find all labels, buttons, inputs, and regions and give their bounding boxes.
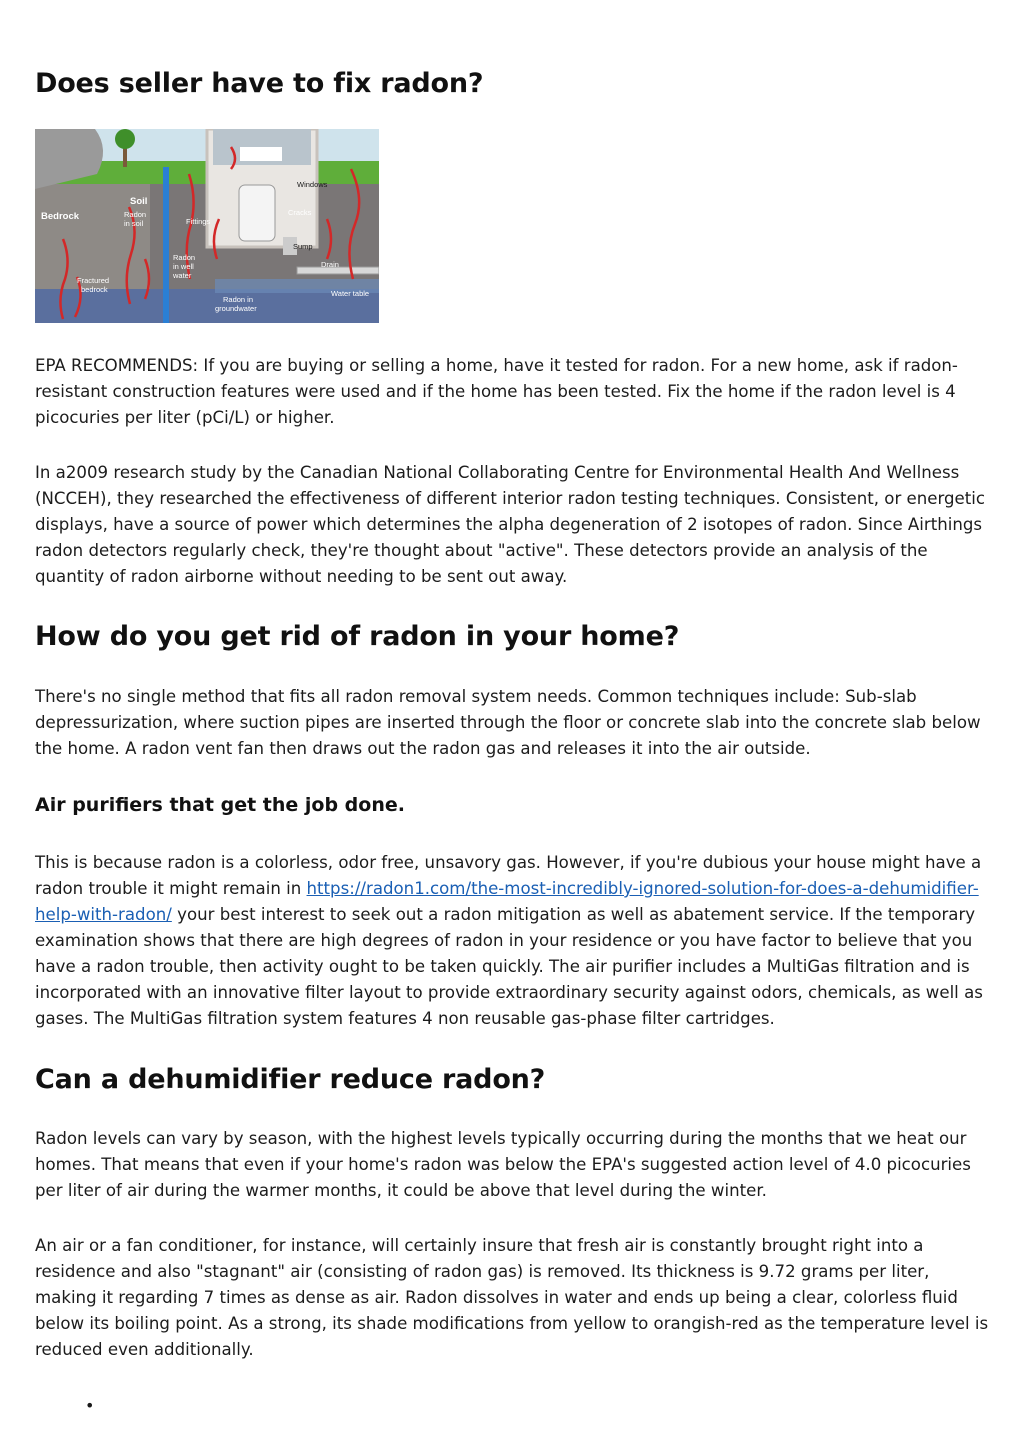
paragraph-removal: There's no single method that fits all radon removal system needs. Common techniques include: Sub-slab depressurization, where suction pipes are inserted through the floor or concrete slab into the concrete slab below the home. A radon vent fan then draws out the radon gas and releases it into the air outside. [35, 687, 981, 758]
label-groundwater-2: groundwater [215, 304, 257, 313]
paragraph-epa: EPA RECOMMENDS: If you are buying or selling a home, have it tested for radon. For a new home, ask if radon-resistant construction features were used and if the home has been tested. Fix the home if the radon level is 4 picocuries per liter (pCi/L) or higher. [35, 356, 958, 427]
groundwater-layer [35, 289, 379, 323]
label-bedrock: Bedrock [41, 211, 80, 222]
heading-dehumidifier: Can a dehumidifier reduce radon? [35, 1064, 546, 1095]
heading-get-rid-radon: How do you get rid of radon in your home? [35, 621, 680, 652]
bathtub [240, 147, 282, 161]
heading-air-purifiers: Air purifiers that get the job done. [35, 794, 405, 816]
label-cracks: Cracks [288, 208, 312, 217]
label-soil: Soil [130, 196, 148, 207]
label-radon-soil-1: Radon [124, 210, 147, 219]
page-title: Does seller have to fix radon? [35, 68, 484, 99]
label-fractured-1: Fractured [77, 276, 110, 285]
radon-entry-diagram [35, 129, 379, 323]
label-radon-well-2: in well [173, 262, 194, 271]
label-groundwater-1: Radon in [223, 295, 254, 304]
text-after-link: your best interest to seek out a radon mitigation as well as abatement service. If the temporary examination shows that there are high degrees of radon in your residence or you have factor to believe that you have a radon trouble, then activity ought to be taken quickly. The air purifier includes a MultiGas filtration and is incorporated with an innovative filter layout to provide extraordinary security against odors, chemicals, as well as gases. The MultiGas filtration system features 4 non reusable gas-phase filter cartridges. [35, 905, 983, 1028]
label-fittings: Fittings [186, 217, 211, 226]
label-fractured-2: bedrock [81, 285, 108, 294]
tree-crown [115, 129, 135, 149]
paragraph-study: In a2009 research study by the Canadian National Collaborating Centre for Environmental Health And Wellness (NCCEH), they researched the effectiveness of different interior radon testing techniques. Consistent, or energetic displays, have a source of power which determines the alpha degeneration of 2 isotopes of radon. Since Airthings radon detectors regularly check, they're thought about "active". These detectors provide an analysis of the quantity of radon airborne without needing to be sent out away. [35, 463, 985, 586]
paragraph-purifier [35, 850, 990, 1032]
list-bullet: • [85, 1396, 95, 1415]
text-before-link: This is because radon is a colorless, odor free, unsavory gas. However, if you're dubious your house might have a radon trouble it might remain in [35, 853, 982, 898]
radon1-link[interactable]: https://radon1.com/the-most-incredibly-ignored-solution-for-does-a-dehumidifier-help-with-radon/ [35, 879, 979, 924]
label-radon-soil-2: in soil [124, 219, 144, 228]
label-radon-well-1: Radon [173, 253, 196, 262]
well-pipe [163, 167, 169, 323]
water-heater [239, 185, 275, 241]
paragraph-season: Radon levels can vary by season, with the highest levels typically occurring during the months that we heat our homes. That means that even if your home's radon was below the EPA's suggested action level of 4.0 picocuries per liter of air during the warmer months, it could be above that level during the winter. [35, 1129, 971, 1200]
paragraph-air-conditioner: An air or a fan conditioner, for instance, will certainly insure that fresh air is constantly brought right into a residence and also "stagnant" air (consisting of radon gas) is removed. Its thickness is 9.72 grams per liter, making it regarding 7 times as dense as air. Radon dissolves in water and ends up being a clear, colorless fluid below its boiling point. As a strong, its shade modifications from yellow to orangish-red as the temperature level is reduced even additionally. [35, 1236, 989, 1359]
label-radon-well-3: water [173, 271, 192, 280]
label-drain: Drain [321, 260, 339, 269]
label-sump: Sump [293, 242, 313, 251]
label-water-table: Water table [331, 289, 370, 298]
label-windows: Windows [297, 180, 328, 189]
